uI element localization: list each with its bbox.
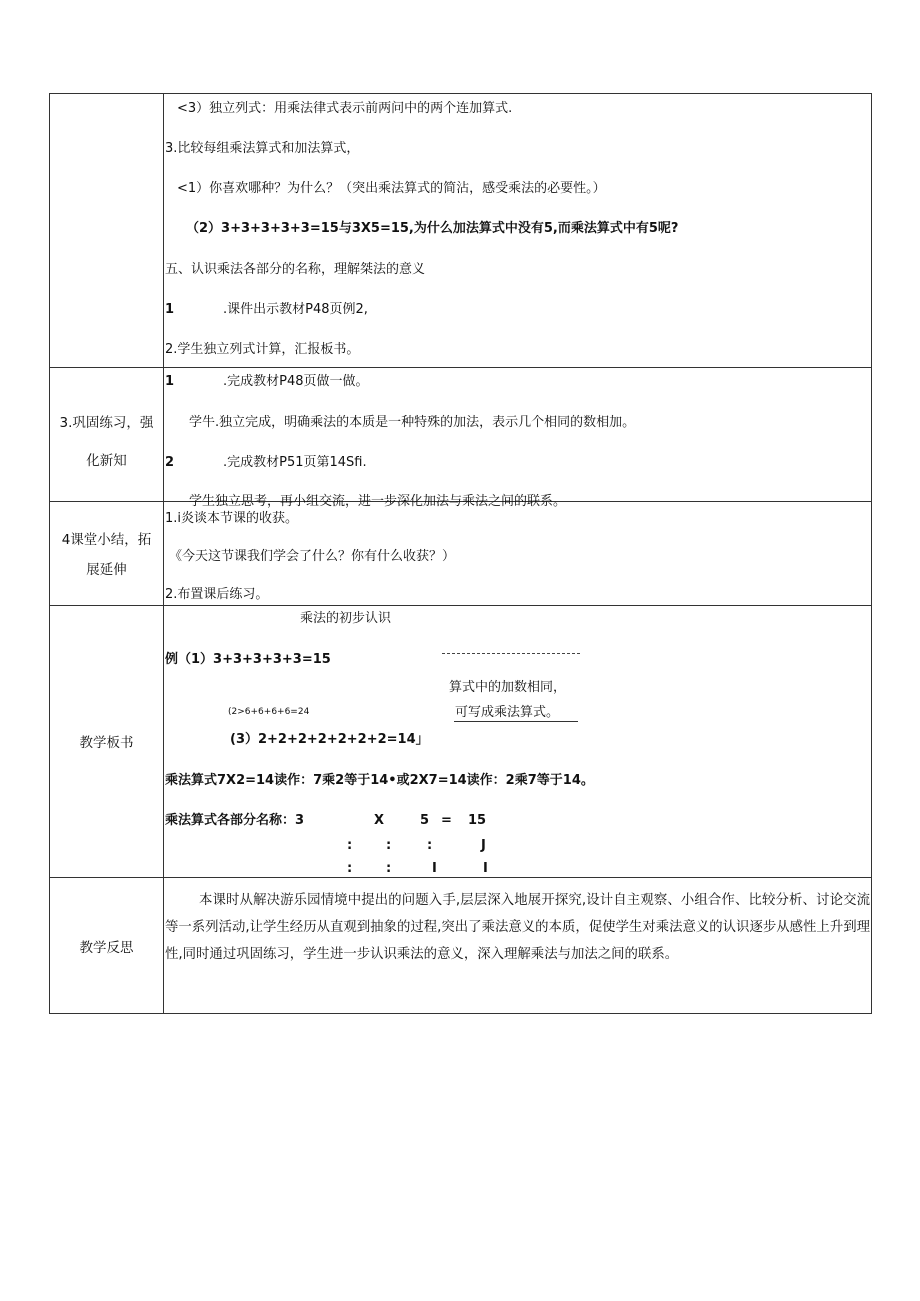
- board-example: (2>6+6+6+6=24: [228, 707, 310, 717]
- parts-mark: I: [432, 861, 437, 876]
- text-line: 3.比较每组乘法算式和加法算式，: [165, 141, 360, 156]
- board-example: 例（1）3+3+3+3+3=15: [165, 652, 331, 667]
- parts-mark: :: [386, 838, 392, 853]
- section-heading: 五、认识乘法各部分的名称，理解桀法的意义: [165, 262, 426, 277]
- text-line: 《今天这节课我们学会了什么？你有什么收获？）: [169, 549, 456, 564]
- parts-symbol: 15: [468, 813, 487, 828]
- parts-mark: :: [347, 861, 353, 876]
- parts-label: 乘法算式各部分名称：3: [165, 813, 305, 828]
- row-divider: [49, 877, 872, 878]
- row-divider: [49, 605, 872, 606]
- text-line: <3）独立列式：用乘法律式表示前两问中的两个连加算式.: [177, 101, 513, 116]
- text-line: 1.i炎谈本节课的收获。: [165, 511, 299, 526]
- reflection-paragraph: 本课时从解决游乐园情境中提出的问题入手,层层深入地展开探究,设计自主观察、小组合作、比较分析、讨论交流等一系列活动,让学生经历从直观到抽象的过程,突出了乘法意义的本质，促使学生对乘法意义的认识逐步从感性上升到理性,同时通过巩固练习，学生进一步认识乘法的意义，深入理解乘法与加法之间的联系。: [165, 893, 870, 962]
- text-line: 2.布置课后练习。: [165, 587, 269, 602]
- row-label-summary: [50, 527, 163, 583]
- text-line: （2）3+3+3+3+3=15与3X5=15,为什么加法算式中没有5,而乘法算式中有5呢?: [186, 221, 679, 236]
- text-line: 学牛.独立完成，明确乘法的本质是一种特殊的加法，表示几个相同的数相加。: [189, 415, 636, 430]
- text-line: <1）你喜欢哪种？为什么？（突出乘法算式的简沾，感受乘法的必要性。）: [177, 181, 606, 196]
- row-label-practice: [50, 410, 163, 474]
- list-number: 2: [165, 455, 175, 470]
- text-line: 2.学生独立列式计算，汇报板书。: [165, 342, 360, 357]
- row-label-blackboard: 教学板书: [79, 735, 134, 751]
- parts-symbol: 5: [420, 813, 430, 828]
- parts-mark: :: [427, 838, 433, 853]
- list-number: 1: [165, 374, 175, 389]
- column-divider: [163, 93, 164, 1014]
- text-line: .完成教材P48页做一做。: [223, 374, 369, 389]
- underline: [454, 721, 578, 722]
- parts-mark: I: [483, 861, 488, 876]
- label-line: 3.巩固练习，强: [59, 415, 154, 431]
- board-note: 算式中的加数相同，: [449, 680, 567, 695]
- board-formula: 乘法算式7X2=14读作：7乘2等于14•或2X7=14读作：2乘7等于14。: [165, 773, 594, 788]
- label-line: 展延伸: [86, 562, 127, 578]
- label-line: 化新知: [86, 453, 127, 469]
- dashed-line: [442, 653, 580, 654]
- row-2-content: [164, 368, 871, 509]
- parts-mark: :: [386, 861, 392, 876]
- board-note: 可写成乘法算式。: [455, 705, 560, 720]
- text-line: .课件出示教材P48页例2,: [223, 302, 368, 317]
- board-example: (3）2+2+2+2+2+2+2=14」: [230, 732, 429, 747]
- parts-symbol: X: [374, 813, 385, 828]
- board-title: 乘法的初步认识: [300, 611, 392, 626]
- label-line: 4课堂小结，拓: [61, 532, 152, 548]
- text-line: .完成教材P51页第14Sfi.: [223, 455, 367, 470]
- text-line-clipped: 学生独立思考，再小组交流，进一步深化加法与乘法之间的联系。: [189, 494, 567, 509]
- list-number: 1: [165, 302, 175, 317]
- parts-mark: :: [347, 838, 353, 853]
- parts-symbol: =: [441, 813, 452, 828]
- row-label-reflection: 教学反思: [79, 940, 134, 956]
- parts-mark: J: [481, 838, 486, 853]
